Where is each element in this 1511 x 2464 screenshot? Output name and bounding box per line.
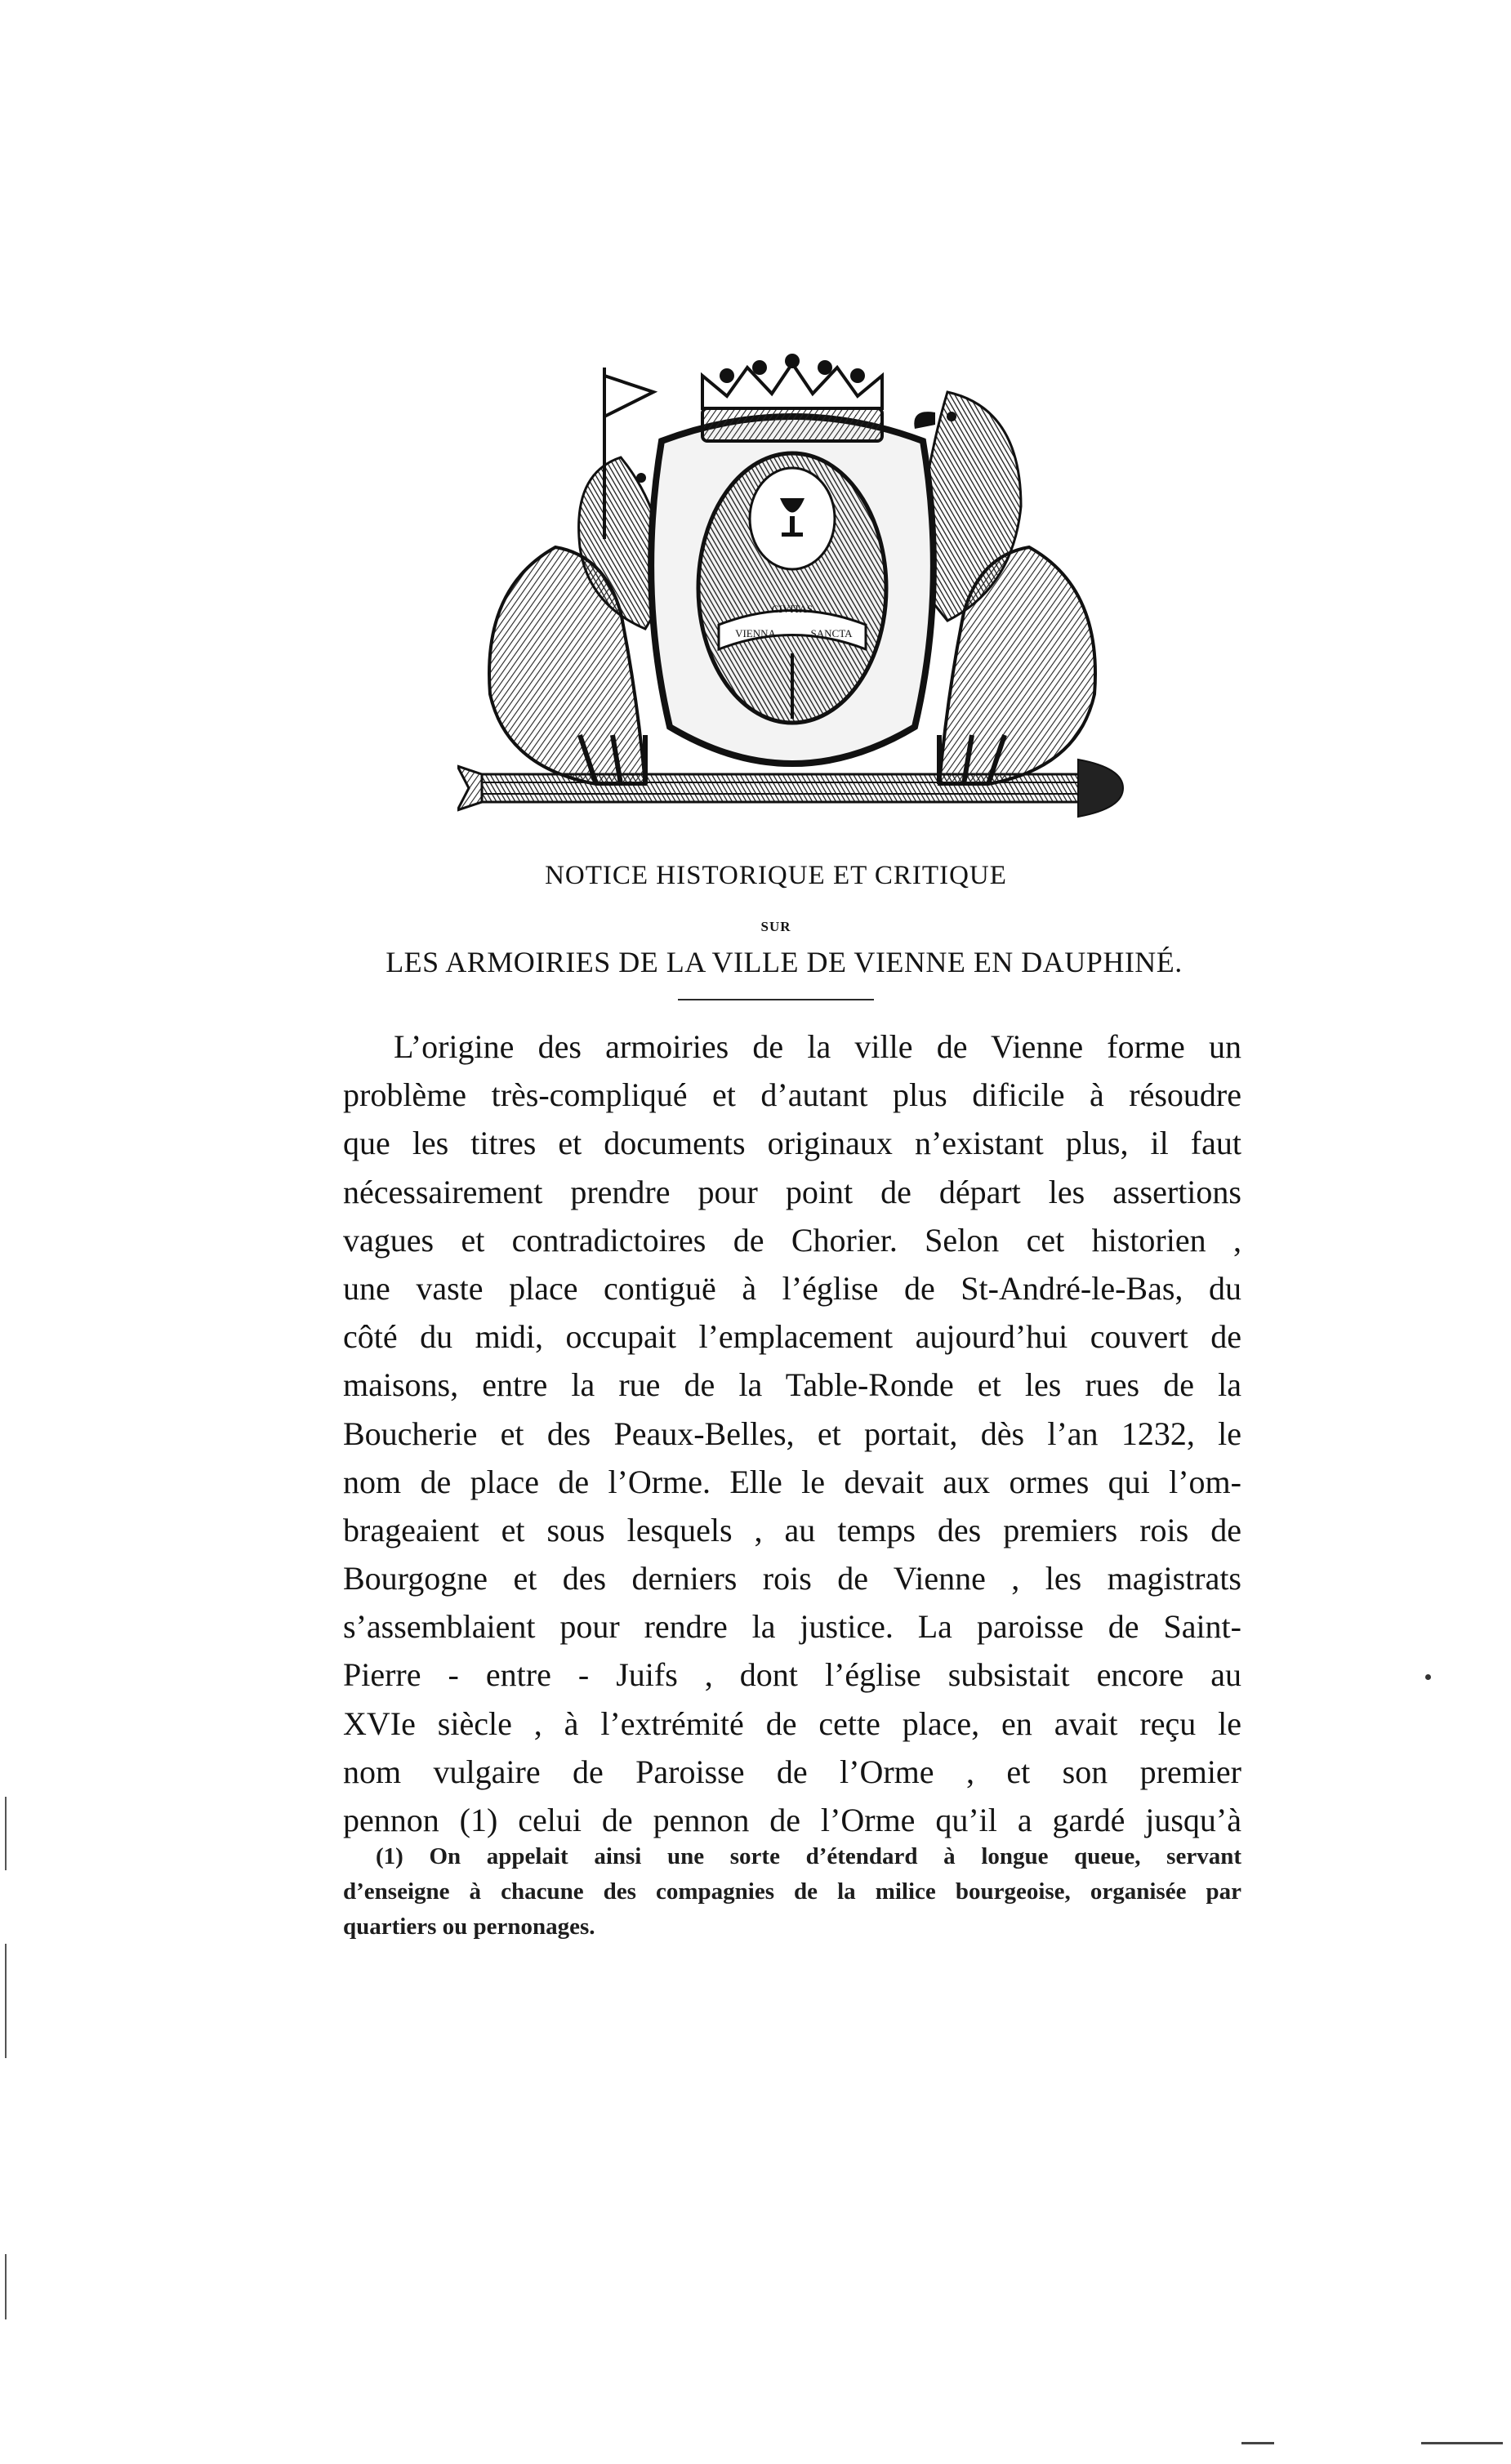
- text-line: que les titres et documents originaux n’existant plus, il faut: [343, 1125, 1241, 1162]
- text-line: nom de place de l’Orme. Elle le devait aux ormes qui l’om-: [343, 1463, 1241, 1500]
- page-subtitle: LES ARMOIRIES DE LA VILLE DE VIENNE EN DAUPHINÉ.: [386, 946, 1183, 978]
- text-line: une vaste place contiguë à l’église de St-André-le-Bas, du: [343, 1269, 1241, 1307]
- scan-margin-marks: [0, 1797, 11, 2368]
- text-line: Bourgogne et des derniers rois de Vienne , les magistrats: [343, 1560, 1241, 1597]
- page-title: NOTICE HISTORIQUE ET CRITIQUE: [545, 861, 1007, 890]
- right-eagle: [914, 392, 1095, 784]
- text-line: maisons, entre la rue de la Table-Ronde et les rues de la: [343, 1366, 1241, 1404]
- scan-edge-mark: [1241, 2442, 1274, 2444]
- scan-speck: [1425, 1674, 1431, 1680]
- crown: [702, 354, 882, 441]
- scan-edge-mark: [1421, 2442, 1503, 2444]
- text-line: pennon (1) celui de pennon de l’Orme qu’il a gardé jusqu’à: [343, 1802, 1241, 1838]
- text-line: Pierre - entre - Juifs , dont l’église subsistait encore au: [343, 1656, 1241, 1694]
- text-line: L’origine des armoiries de la ville de Vienne forme un: [394, 1028, 1241, 1065]
- text-line: problème très-compliqué et d’autant plus dificile à résoudre: [343, 1076, 1241, 1114]
- footnote: [343, 1839, 1241, 1945]
- text-line: brageaient et sous lesquels , au temps des premiers rois de: [343, 1511, 1241, 1548]
- footnote-line: d’enseigne à chacune des compagnies de la milice bourgeoise, organisée par: [343, 1878, 1241, 1905]
- text-line: nécessairement prendre pour point de départ les assertions: [343, 1173, 1241, 1210]
- footnote-line: (1) On appelait ainsi une sorte d’étendard à longue queue, servant: [376, 1843, 1241, 1869]
- footnote-line: quartiers ou pernonages.: [343, 1914, 595, 1940]
- body-paragraph: [343, 1023, 1241, 1844]
- coat-of-arms-emblem: [457, 343, 1127, 866]
- text-line: s’assemblaient pour rendre la justice. La paroisse de Saint-: [343, 1608, 1241, 1646]
- text-line: Boucherie et des Peaux-Belles, et portait, dès l’an 1232, le: [343, 1415, 1241, 1452]
- motto-vienna: VIENNA: [735, 627, 776, 639]
- text-line: nom vulgaire de Paroisse de l’Orme , et son premier: [343, 1753, 1241, 1790]
- text-line: côté du midi, occupait l’emplacement aujourd’hui couvert de: [343, 1318, 1241, 1356]
- text-line: XVIe siècle , à l’extrémité de cette place, en avait reçu le: [343, 1704, 1241, 1742]
- motto-sancta: SANCTA: [810, 627, 853, 639]
- motto-civitas: CIVITAS: [771, 603, 813, 615]
- title-rule: [678, 999, 874, 1000]
- title-connector: SUR: [760, 919, 791, 934]
- text-line: vagues et contradictoires de Chorier. Selon cet historien ,: [343, 1221, 1241, 1259]
- shield: [698, 453, 886, 723]
